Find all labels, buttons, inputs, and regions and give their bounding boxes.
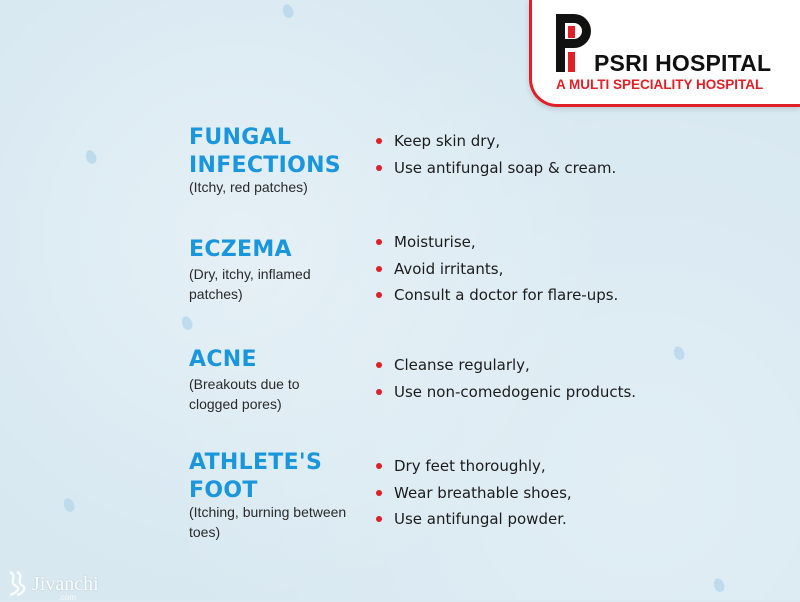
tip-item bbox=[376, 282, 618, 309]
tip-item bbox=[376, 256, 618, 283]
tip-item bbox=[376, 480, 572, 507]
bullet-icon bbox=[376, 463, 382, 469]
condition-title-line: INFECTIONS bbox=[189, 153, 341, 178]
tip-text: Consult a doctor for flare-ups. bbox=[394, 286, 619, 304]
tip-list bbox=[376, 128, 616, 181]
tip-list bbox=[376, 453, 572, 533]
tip-list bbox=[376, 352, 636, 405]
condition-title-line: ACNE bbox=[189, 347, 257, 372]
tip-text: Keep skin dry, bbox=[394, 132, 501, 150]
tip-list bbox=[376, 229, 618, 309]
bullet-icon bbox=[376, 266, 382, 272]
bullet-icon bbox=[376, 362, 382, 368]
jivanchi-logo-icon bbox=[6, 570, 28, 596]
tip-item bbox=[376, 506, 572, 533]
tip-item bbox=[376, 155, 616, 182]
brand-logo-card bbox=[529, 0, 800, 107]
bullet-icon bbox=[376, 490, 382, 496]
watermark-subtext: .com bbox=[58, 593, 76, 602]
watermark-text: Jivanchi bbox=[32, 573, 99, 595]
brand-name: PSRI HOSPITAL bbox=[594, 50, 772, 76]
bullet-icon bbox=[376, 516, 382, 522]
condition-description: (Itchy, red patches) bbox=[189, 179, 308, 195]
condition-title bbox=[189, 236, 292, 264]
tip-text: Use antifungal powder. bbox=[394, 510, 567, 528]
bullet-icon bbox=[376, 239, 382, 245]
condition-description: (Breakouts due to clogged pores) bbox=[189, 376, 300, 412]
bullet-icon bbox=[376, 165, 382, 171]
tip-item bbox=[376, 352, 636, 379]
condition-title-line: FUNGAL bbox=[189, 125, 292, 150]
tip-text: Wear breathable shoes, bbox=[394, 483, 572, 502]
tip-item bbox=[376, 379, 636, 406]
tip-text: Dry feet thoroughly, bbox=[394, 457, 546, 475]
watermark bbox=[6, 570, 99, 602]
tip-item bbox=[376, 229, 618, 256]
tip-text: Use non-comedogenic products. bbox=[394, 382, 637, 401]
condition-title-line: ATHLETE'S bbox=[189, 450, 323, 475]
brand-tagline: A MULTI SPECIALITY HOSPITAL bbox=[556, 77, 764, 92]
condition-description: (Itching, burning between toes) bbox=[189, 504, 347, 540]
tip-text: Use antifungal soap & cream. bbox=[394, 158, 617, 177]
condition-title bbox=[189, 346, 257, 374]
tip-text: Avoid irritants, bbox=[394, 259, 504, 278]
psri-logo-icon bbox=[556, 14, 592, 72]
bullet-icon bbox=[376, 292, 382, 298]
tip-item bbox=[376, 453, 572, 480]
bullet-icon bbox=[376, 138, 382, 144]
tip-text: Moisturise, bbox=[394, 233, 476, 251]
tip-item bbox=[376, 128, 616, 155]
condition-title-line: FOOT bbox=[189, 478, 258, 503]
tip-text: Cleanse regularly, bbox=[394, 356, 530, 374]
condition-description: (Dry, itchy, inflamed patches) bbox=[189, 266, 311, 302]
condition-title bbox=[189, 449, 322, 505]
condition-title-line: ECZEMA bbox=[189, 237, 292, 262]
bullet-icon bbox=[376, 389, 382, 395]
condition-title bbox=[189, 124, 341, 180]
